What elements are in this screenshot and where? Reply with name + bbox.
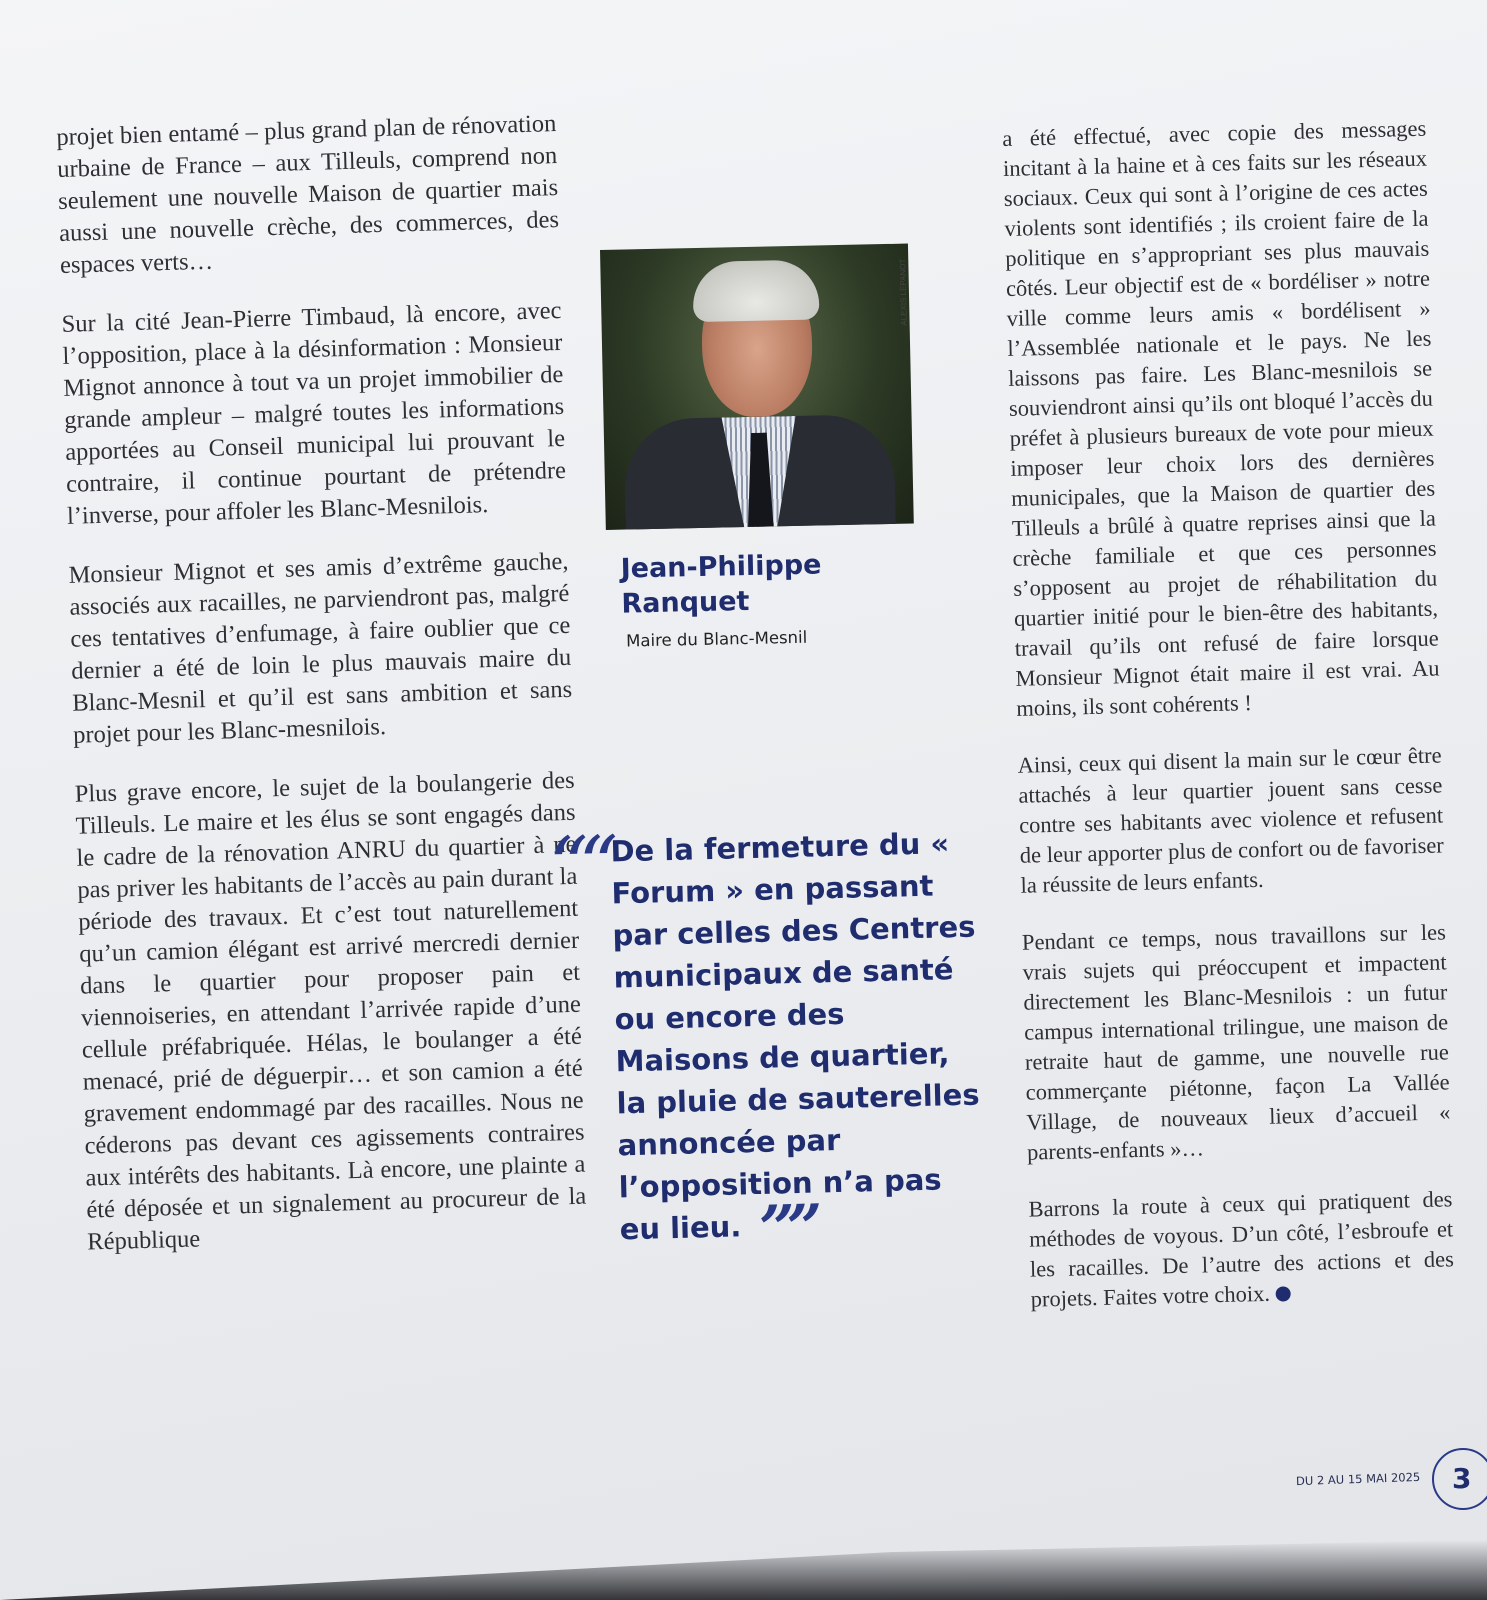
end-dot-icon xyxy=(1276,1286,1291,1301)
right-paragraph-3: Pendant ce temps, nous travaillons sur les vrais sujets qui préoccupent et impactent directement les Blanc-Mesnilois : un futur campus international trilingue, une maison de retraite haut de gamme, une nouvelle rue commerçante piétonne, façon La Vallée Village, de nouveaux lieux d’accueil « parents-enfants »… xyxy=(1021,919,1451,1165)
photo-hair-shape xyxy=(692,259,819,322)
right-paragraph-4: Barrons la route à ceux qui pratiquent des méthodes de voyous. D’un côté, l’esbroufe et les racailles. De l’autre des actions et des projets. Faites votre choix. xyxy=(1028,1186,1455,1312)
right-paragraph-4-wrap xyxy=(1028,1184,1455,1314)
photo-credit: ALEXIS LEPANOT xyxy=(898,258,909,326)
page-number: 3 xyxy=(1432,1448,1487,1510)
pull-quote-body xyxy=(610,821,988,1265)
pull-quote xyxy=(547,820,988,1265)
mayor-name: Jean-Philippe Ranquet xyxy=(620,549,822,620)
right-paragraph-1: a été effectué, avec copie des messages incitant à la haine et à ces faits sur les réseaux sociaux. Ceux qui sont à l’origine de ces actes violents sont identifiés ; ils croient faire de la politique en s’appropriant ses plus mauvais côtés. Leur objectif est de « bordéliser » notre ville comme leurs amis « bordélisent » l’Assemblée nationale et le pays. Ne les laissons pas faire. Les Blanc-mesnilois se souviendront ainsi qu’ils ont bloqué l’accès du préfet à plusieurs bureaux de vote pour mieux imposer leur choix lors des dernières municipales, que la Maison de quartier des Tilleuls a brûlé à quatre reprises ainsi que la crèche familiale et que ces personnes s’opposent au projet de réhabilitation du quartier initié pour le bien-être des habitants, travail qu’ils ont refusé de faire lorsque Monsieur Mignot était maire il est vrai. Au moins, ils sont cohérents ! xyxy=(1002,115,1440,721)
left-text-column xyxy=(56,108,588,1286)
closing-quote-icon: ”” xyxy=(758,1190,816,1265)
left-paragraph-2: Sur la cité Jean-Pierre Timbaud, là encore, avec l’opposition, place à la désinformation : Monsieur Mignot annonce à tout va un projet immobilier de grande ampleur – malgré toutes les informations apportées au Conseil municipal lui prouvant le contraire, il continue pourtant de prétendre l’inverse, pour affoler les Blanc-Mesnilois. xyxy=(61,296,567,530)
left-paragraph-3: Monsieur Mignot et ses amis d’extrême gauche, associés aux racailles, ne parviendront pas, malgré ces tentatives d’enfumage, à faire oublier que ce dernier a été de loin le plus mauvais maire du Blanc-Mesnil et qu’il est sans ambition et sans projet pour les Blanc-mesnilois. xyxy=(68,547,573,749)
mayor-portrait-block xyxy=(600,242,1008,651)
opening-quote-icon: ““ xyxy=(547,820,610,912)
left-paragraph-1: projet bien entamé – plus grand plan de rénovation urbaine de France – aux Tilleuls, comprend non seulement une nouvelle Maison de quartier mais aussi une nouvelle crèche, des commerces, des espaces verts… xyxy=(56,110,560,279)
page-edge-shadow xyxy=(0,1540,1487,1600)
issue-date: DU 2 AU 15 MAI 2025 xyxy=(1295,1469,1421,1489)
mayor-photo xyxy=(600,244,914,530)
mayor-role: Maire du Blanc-Mesnil xyxy=(625,627,808,651)
right-paragraph-2: Ainsi, ceux qui disent la main sur le cœur être attachés à leur quartier jouent sans cesse contre ses habitants avec violence et refusent de leur apporter plus de confort ou de favoriser la réussite de leurs enfants. xyxy=(1017,742,1445,898)
pull-quote-text: De la fermeture du « Forum » en passant par celles des Centres municipaux de santé ou encore des Maisons de quartier, la pluie de sauterelles annoncée par l’opposition n’a pas eu lieu. xyxy=(610,826,980,1247)
right-text-column xyxy=(1002,114,1456,1342)
left-paragraph-4: Plus grave encore, le sujet de la boulangerie des Tilleuls. Le maire et les élus se sont engagés dans le cadre de la rénovation ANRU du quartier à ne pas priver les habitants de l’accès au pain durant la période des travaux. Et c’est tout naturellement qu’un camion élégant est arrivé mercredi dernier dans le quartier pour proposer pain et viennoiseries, en attendant l’arrivée rapide d’une cellule préfabriquée. Hélas, le boulanger a été menacé, prié de déguerpir… et son camion a été gravement endommagé par des racailles. Nous ne céderons pas devant ces agissements contraires aux intérêts des habitants. Là encore, une plainte a été déposée et un signalement au procureur de la République xyxy=(74,766,587,1256)
